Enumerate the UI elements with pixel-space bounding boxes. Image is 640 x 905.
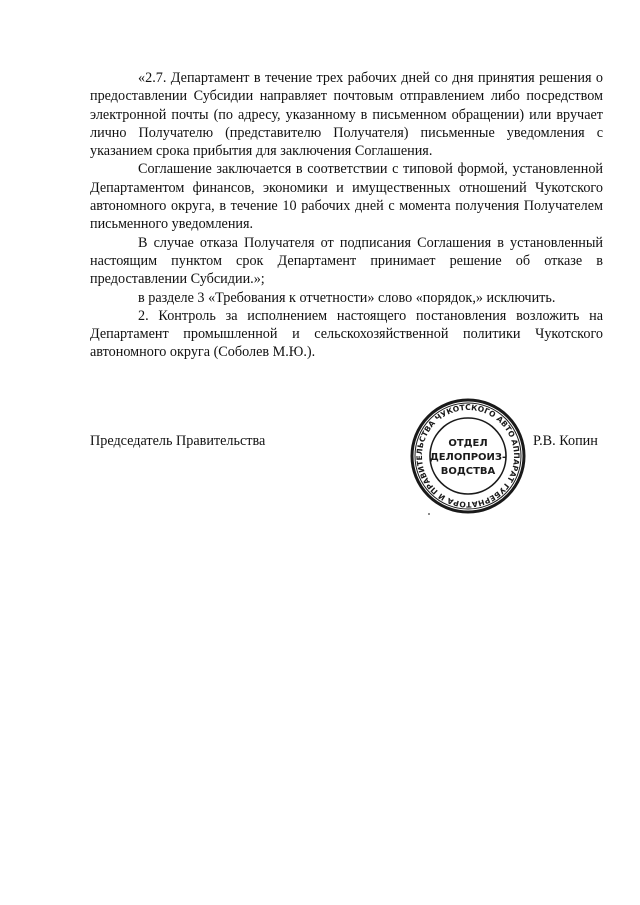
paragraph-section-3: в разделе 3 «Требования к отчетности» слово «порядок,» исключить. [138,289,556,306]
paragraph-refusal: В случае отказа Получателя от подписания Соглашения в установленный настоящим пунктом срок Департамент принимает решение об отказе в предоставлении Субсидии.»; [90,234,603,288]
stamp-line-1: ОТДЕЛ [448,438,488,449]
signatory-title: Председатель Правительства [90,433,266,449]
signatory-name: Р.В. Копин [533,433,598,449]
document-body [90,69,603,362]
stamp-line-3: ВОДСТВА [440,466,496,477]
scan-speck [428,513,430,515]
official-stamp [410,398,526,514]
stamp-ring-text: АППАРАТ ГУБЕРНАТОРА И ПРАВИТЕЛЬСТВА ЧУКОТСКОГО АВТОНОМНОГО [414,402,522,510]
stamp-line-2: ДЕЛОПРОИЗ- [429,452,507,463]
paragraph-control: 2. Контроль за исполнением настоящего постановления возложить на Департамент промышленной и сельскохозяйственной политики Чукотского автономного округа (Соболев М.Ю.). [90,307,603,361]
paragraph-2-7: «2.7. Департамент в течение трех рабочих дней со дня принятия решения о предоставлении Субсидии направляет почтовым отправлением либо посредством электронной почты (по адресу, указанному в письменном обращении) или вручает лично Получателю (представителю Получателя) письменные уведомления с указанием срока прибытия для заключения Соглашения. [90,70,603,160]
paragraph-agreement: Соглашение заключается в соответствии с типовой формой, установленной Департаментом финансов, экономики и имущественных отношений Чукотского автономного округа, в течение 10 рабочих дней с момента получения Получателем письменного уведомления. [90,161,603,233]
